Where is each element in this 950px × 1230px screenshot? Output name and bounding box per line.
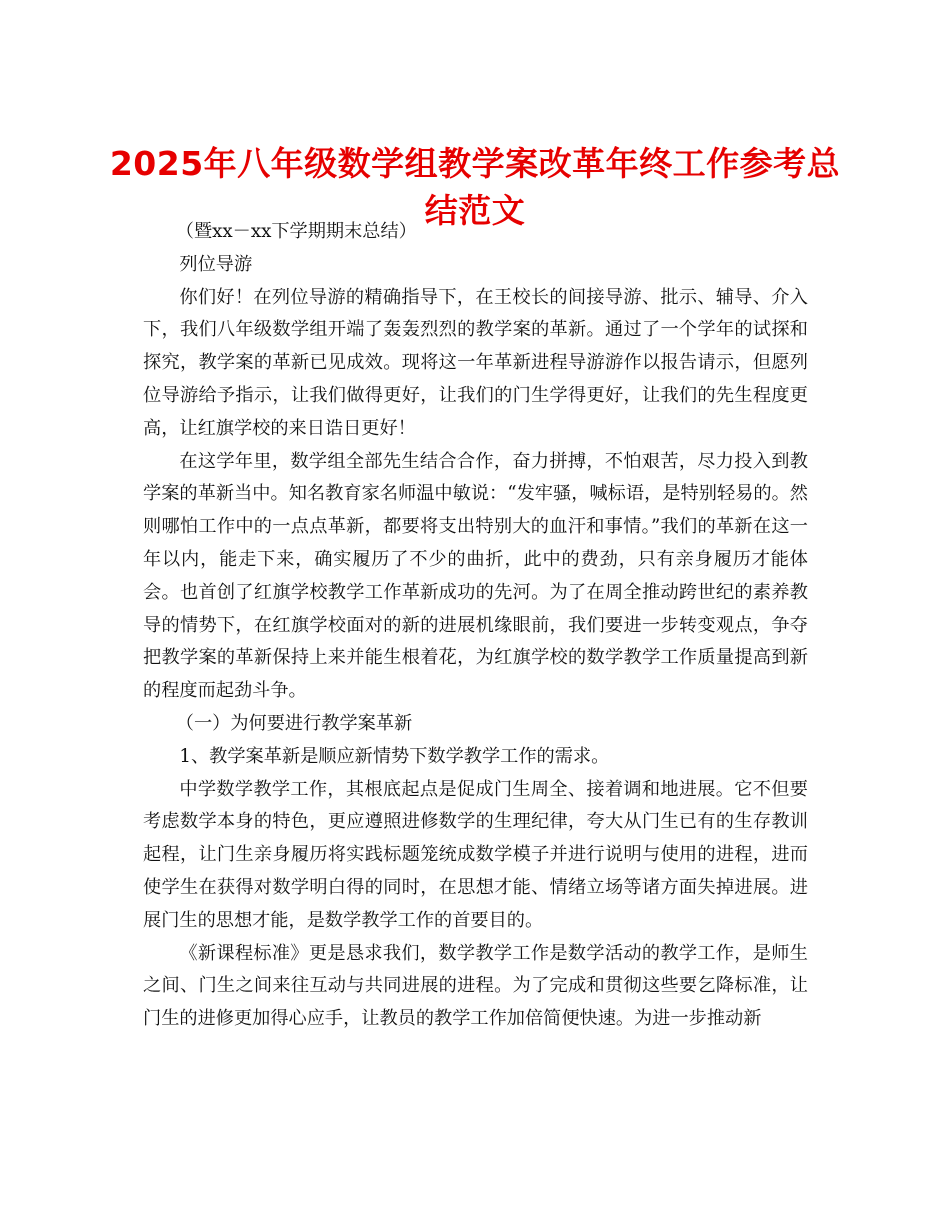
paragraph-math-teaching: 中学数学教学工作，其根底起点是促成门生周全、接着调和地进展。它不但要考虑数学本身的特色，更应遵照进修数学的生理纪律，夸大从门生已有的生存教训起程，让门生亲身履历将实践标题笼统成数学模子并进行说明与使用的进程，进而使学生在获得对数学明白得的同时，在思想才能、情绪立场等诸方面失掉进展。进展门生的思想才能，是数学教学工作的首要目的。 [143,778,808,931]
salutation: 列位导游 [179,253,253,275]
paragraph-year-review: 在这学年里，数学组全部先生结合合作，奋力拼搏，不怕艰苦，尽力投入到教学案的革新当中。知名教育家名师温中敏说：“发牢骚，喊标语，是特别轻易的。然则哪怕工作中的一点点革新，都要将支出特别大的血汗和事情。”我们的革新在这一年以内，能走下来，确实履历了不少的曲折，此中的费劲，只有亲身履历才能体会。也首创了红旗学校教学工作革新成功的先河。为了在周全推动跨世纪的素养教导的情势下，在红旗学校面对的新的进展机缘眼前，我们要进一步转变观点，争夺把教学案的革新保持上来并能生根着花，为红旗学校的数学教学工作质量提高到新的程度而起劲斗争。 [143,450,808,702]
paragraph-new-standard: 《新课程标准》更是恳求我们，数学教学工作是数学活动的教学工作，是师生之间、门生之间来往互动与共同进展的进程。为了完成和贯彻这些要乞降标准，让门生的进修更加得心应手，让教员的教学工作加倍简便快速。为进一步推动新 [143,942,808,1030]
paragraph-intro: 你们好！在列位导游的精确指导下，在王校长的间接导游、批示、辅导、介入下，我们八年级数学组开端了轰轰烈烈的教学案的革新。通过了一个学年的试探和探究，教学案的革新已见成效。现将这一年革新进程导游游作以报告请示，但愿列位导游给予指示，让我们做得更好，让我们的门生学得更好，让我们的先生程度更高，让红旗学校的来日诰日更好！ [143,286,808,439]
document-body [143,216,808,1036]
document-title: 2025年八年级数学组教学案改革年终工作参考总结范文 [109,144,841,231]
subtitle-note: （暨xx－xx下学期期末总结） [175,221,417,242]
subsection-heading-1: 1、教学案革新是顺应新情势下数学教学工作的需求。 [179,745,610,767]
section-heading-1: （一）为何要进行教学案革新 [175,712,413,734]
